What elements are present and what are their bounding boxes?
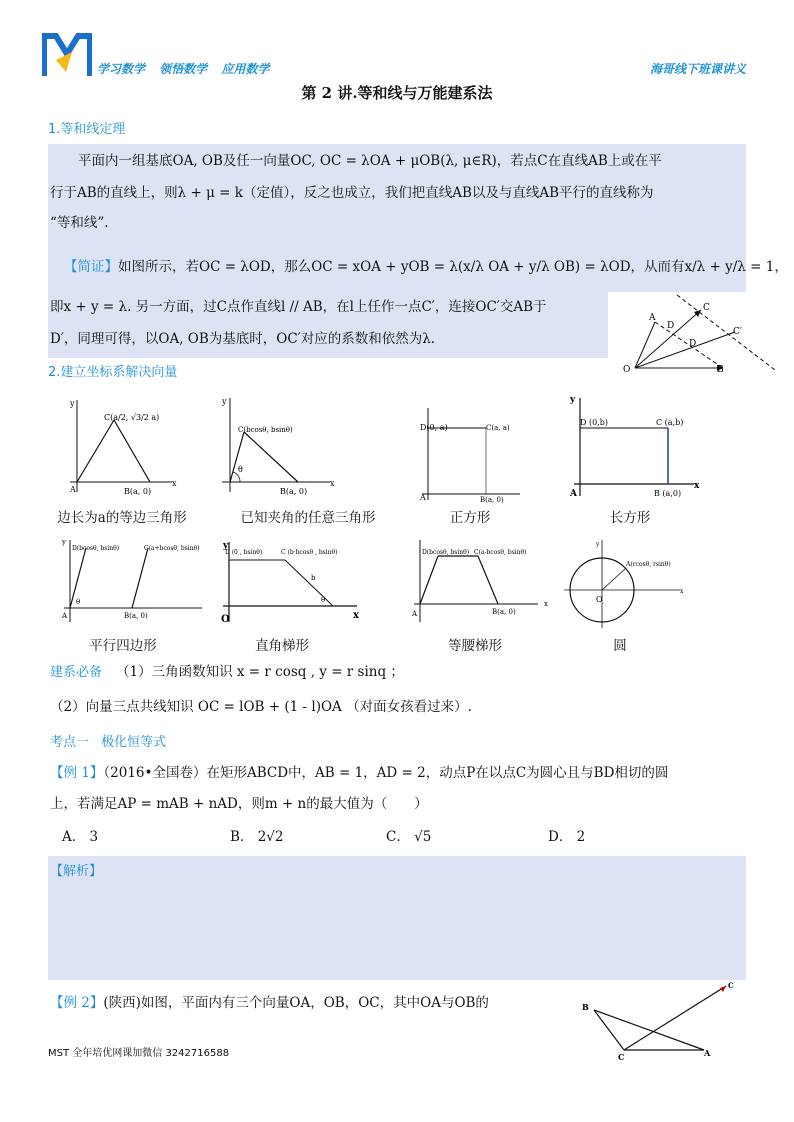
caption-equilateral: 边长为a的等边三角形 [57, 510, 187, 526]
example1-tag: 【例 1】 [50, 765, 104, 781]
svg-text:C (a,b): C (a,b) [656, 418, 684, 427]
example1-line-1 [50, 758, 668, 788]
proof-line-2: 即x + y = λ. 另一方面，过C点作直线l // AB，在l上任作一点C′，连接OC′交AB于 [50, 299, 547, 315]
note-line-1 [50, 657, 404, 688]
label-b: B [717, 365, 724, 375]
example2-figure [576, 980, 746, 1060]
svg-text:C(a/2, √3/2 a): C(a/2, √3/2 a) [104, 413, 160, 422]
svg-text:B(a, 0): B(a, 0) [124, 487, 152, 496]
proof-line-3: D′，同理可得，以OA, OB为基底时，OC′对应的系数和依然为λ. [50, 331, 436, 347]
proof-text-1: 如图所示，若OC = λOD，那么OC = xOA + yOB = λ(x/λ OA + y/λ OB) = λOD，从而有x/λ + y/λ = 1， [118, 259, 788, 275]
header-right-title: 海哥线下班课讲义 [649, 62, 746, 76]
label-a: A [649, 313, 656, 323]
svg-text:y: y [222, 397, 227, 406]
svg-text:A: A [62, 612, 68, 620]
option-a: A． 3 [62, 829, 99, 845]
example2-tag: 【例 2】 [50, 995, 104, 1011]
analysis-tag: 【解析】 [50, 864, 103, 879]
svg-text:A: A [70, 485, 76, 494]
svg-text:y: y [62, 538, 66, 546]
svg-text:y: y [70, 399, 75, 408]
svg-text:x: x [680, 588, 684, 595]
caption-right-trapezoid: 直角梯形 [255, 638, 309, 654]
theorem-line-1: 平面内一组基底OA, OB及任一向量OC, OC = λOA + μOB(λ, μ∈R)，若点C在直线AB上或在平 [78, 153, 662, 169]
svg-text:y: y [596, 541, 600, 548]
theorem-line-3: “等和线”. [50, 215, 109, 231]
svg-text:θ: θ [321, 596, 326, 604]
svg-text:A: A [570, 489, 577, 499]
analysis-box [48, 856, 746, 980]
fig-rectangle [562, 392, 712, 504]
section2-heading: 2.建立坐标系解决向量 [48, 365, 178, 380]
label-o: O [623, 365, 631, 375]
svg-text:A: A [704, 1048, 711, 1058]
svg-text:C(a+bcosθ, bsinθ): C(a+bcosθ, bsinθ) [144, 545, 200, 552]
svg-text:C(a-bcosθ, bsinθ): C(a-bcosθ, bsinθ) [474, 549, 527, 556]
svg-text:θ: θ [76, 598, 81, 606]
svg-text:b: b [311, 574, 316, 582]
fig-isosceles-trapezoid [408, 536, 558, 626]
header-slogan: 学习数学 领悟数学 应用数学 [97, 62, 270, 76]
svg-text:C: C [618, 1052, 625, 1060]
svg-text:C(a, a): C(a, a) [486, 424, 510, 432]
svg-text:x: x [544, 600, 548, 608]
svg-text:y: y [570, 395, 576, 405]
svg-text:x: x [694, 481, 700, 491]
label-c-prime: C′ [733, 327, 742, 337]
caption-circle: 圆 [613, 638, 627, 654]
caption-square: 正方形 [449, 510, 491, 526]
caption-parallelogram: 平行四边形 [89, 638, 157, 654]
proof-line-1 [64, 252, 788, 282]
svg-text:O: O [596, 595, 603, 604]
vector-oc-prime [635, 332, 735, 368]
kaodian1-heading: 考点一 极化恒等式 [50, 735, 167, 750]
fig-square [410, 400, 530, 504]
note-tag: 建系必备 [50, 665, 103, 680]
proof-tag: 【简证】 [64, 259, 118, 275]
example1-text-1: （2016•全国卷）在矩形ABCD中，AB = 1，AD = 2，动点P在以点C为圆心且与BD相切的圆 [103, 765, 669, 781]
svg-text:C (b·bcosθ , bsinθ): C (b·bcosθ , bsinθ) [281, 549, 338, 556]
fig-parallelogram [58, 536, 208, 626]
svg-text:O: O [221, 614, 230, 625]
fig-circle [562, 538, 692, 630]
svg-text:B(a, 0): B(a, 0) [124, 612, 148, 620]
svg-text:A: A [412, 610, 418, 618]
svg-text:D(bcosθ, bsinθ): D(bcosθ, bsinθ) [422, 549, 470, 556]
svg-text:θ: θ [238, 465, 243, 474]
label-d-prime: D [689, 339, 697, 349]
svg-text:B (a,0): B (a,0) [654, 489, 682, 498]
svg-text:x: x [330, 479, 335, 488]
svg-text:D(0, a): D(0, a) [420, 423, 448, 432]
svg-text:B(a, 0): B(a, 0) [492, 608, 516, 616]
note-line-2: （2）向量三点共线知识 OC = lOB + (1 - l)OA （对面女孩看过来）. [50, 699, 472, 715]
example2-line-1 [50, 988, 489, 1018]
fig-any-triangle [210, 392, 350, 504]
svg-text:C: C [728, 981, 734, 990]
svg-text:C(bcosθ, bsinθ): C(bcosθ, bsinθ) [238, 426, 293, 434]
svg-text:y: y [223, 541, 229, 551]
caption-any-triangle: 已知夹角的任意三角形 [240, 510, 376, 526]
svg-text:D (0 , bsinθ): D (0 , bsinθ) [225, 549, 263, 556]
fig-equilateral-triangle [52, 392, 192, 504]
svg-text:D (0,b): D (0,b) [580, 418, 608, 427]
caption-rectangle: 长方形 [609, 510, 651, 526]
caption-isosceles-trapezoid: 等腰梯形 [448, 638, 502, 654]
note-text-1: （1）三角函数知识 x = r cosq , y = r sinq ； [116, 664, 404, 680]
section1-heading: 1.等和线定理 [48, 122, 126, 137]
svg-text:x: x [172, 479, 177, 488]
svg-text:B: B [582, 1002, 589, 1012]
page-title: 第 2 讲.等和线与万能建系法 [301, 84, 493, 102]
proof-figure [615, 290, 785, 380]
line-l [677, 295, 775, 370]
svg-text:x: x [353, 610, 359, 621]
svg-text:B(a, 0): B(a, 0) [480, 496, 504, 504]
svg-text:D(bcosθ, bsinθ): D(bcosθ, bsinθ) [72, 545, 120, 552]
mst-logo [42, 32, 92, 78]
example2-text-1: (陕西)如图，平面内有三个向量OA，OB，OC，其中OA与OB的 [103, 995, 489, 1011]
footer-text: MST 全年培优网课加微信 3242716588 [48, 1048, 230, 1059]
theorem-line-2: 行于AB的直线上，则λ + μ = k（定值），反之也成立，我们把直线AB以及与直线AB平行的直线称为 [50, 185, 654, 201]
svg-text:B(a, 0): B(a, 0) [280, 487, 308, 496]
label-d: D [667, 321, 675, 331]
label-c: C [703, 303, 710, 313]
fig-right-trapezoid [215, 540, 365, 626]
option-c: C． √5 [386, 829, 432, 845]
option-b: B． 2√2 [230, 829, 284, 845]
svg-text:A(rcosθ, rsinθ): A(rcosθ, rsinθ) [626, 561, 671, 568]
example1-line-2: 上，若满足AP = mAB + nAD，则m + n的最大值为（ ） [50, 796, 428, 812]
option-d: D． 2 [548, 829, 586, 845]
svg-text:A: A [420, 493, 426, 502]
vector-oa [635, 322, 655, 368]
